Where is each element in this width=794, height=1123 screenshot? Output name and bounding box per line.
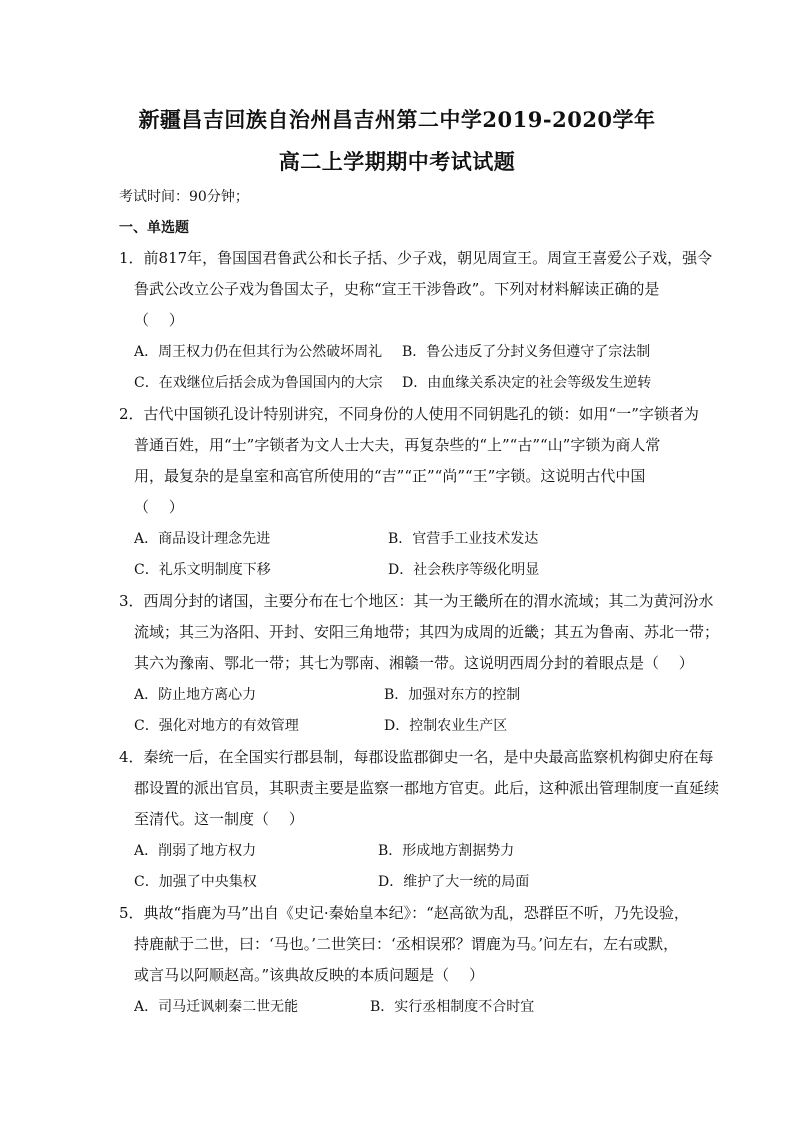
q5-option-b: B．实行丞相制度不合时宜 <box>370 999 535 1015</box>
q4-line3: 至清代。这一制度（ ） <box>134 810 304 828</box>
q1-line3: （ ） <box>134 311 184 329</box>
q1-line2: 鲁武公改立公子戏为鲁国太子，史称“宣王干涉鲁政”。下列对材料解读正确的是 <box>134 280 660 298</box>
q4-line1: 4．秦统一后，在全国实行郡县制，每郡设监郡御史一名，是中央最高监察机构御史府在每 <box>119 748 714 766</box>
q2-option-c: C．礼乐文明制度下移 <box>134 562 271 578</box>
q4-option-a: A．削弱了地方权力 <box>134 843 257 859</box>
q5-line2: 持鹿献于二世，曰：‘马也。’二世笑曰：‘丞相误邪？谓鹿为马。’问左右，左右或默， <box>134 935 679 953</box>
q2-line4: （ ） <box>134 498 184 516</box>
exam-title-line1: 新疆昌吉回族自治州昌吉州第二中学2019-2020学年 <box>138 107 656 132</box>
exam-title-line2: 高二上学期期中考试试题 <box>278 149 516 174</box>
q1-option-c: C．在戏继位后括会成为鲁国国内的大宗 <box>134 375 383 391</box>
section-heading: 一、单选题 <box>119 220 189 236</box>
q2-option-d: D．社会秩序等级化明显 <box>388 562 540 578</box>
q4-option-d: D．维护了大一统的局面 <box>378 874 530 890</box>
exam-time: 考试时间：90分钟； <box>119 189 249 205</box>
q3-option-d: D．控制农业生产区 <box>384 718 508 734</box>
q5-line3: 或言马以阿顺赵高。”该典故反映的本质问题是（ ） <box>134 966 484 984</box>
q4-option-b: B．形成地方割据势力 <box>378 843 515 859</box>
q3-line2: 流域；其三为洛阳、开封、安阳三角地带；其四为成周的近畿；其五为鲁南、苏北一带； <box>134 623 720 641</box>
q2-line1: 2．古代中国锁孔设计特别讲究，不同身份的人使用不同钥匙孔的锁：如用“一”字锁者为 <box>119 405 699 423</box>
q2-line3: 用，最复杂的是皇室和高官所使用的“吉”“正”“尚”“王”字锁。这说明古代中国 <box>134 467 646 485</box>
q5-line1: 5．典故“指鹿为马”出自《史记·秦始皇本纪》：“赵高欲为乱，恐群臣不听，乃先设验， <box>119 904 689 922</box>
q2-option-b: B．官营手工业技术发达 <box>388 531 539 547</box>
q2-option-a: A．商品设计理念先进 <box>134 531 271 547</box>
q2-line2: 普通百姓，用“士”字锁者为文人士大夫，再复杂些的“上”“古”“山”字锁为商人常 <box>134 436 661 454</box>
q3-line3: 其六为豫南、鄂北一带；其七为鄂南、湘赣一带。这说明西周分封的着眼点是（ ） <box>134 654 694 672</box>
q3-option-a: A．防止地方离心力 <box>134 687 257 703</box>
q1-option-a: A．周王权力仍在但其行为公然破坏周礼 <box>134 344 383 360</box>
q5-option-a: A．司马迁讽刺秦二世无能 <box>134 999 299 1015</box>
q1-line1: 1．前817年，鲁国国君鲁武公和长子括、少子戏，朝见周宣王。周宣王喜爱公子戏，强令 <box>119 249 713 267</box>
q1-option-b: B．鲁公违反了分封义务但遵守了宗法制 <box>402 344 651 360</box>
q4-line2: 郡设置的派出官员，其职责主要是监察一郡地方官吏。此后，这种派出管理制度一直延续 <box>134 779 720 797</box>
q3-line1: 3．西周分封的诸国，主要分布在七个地区：其一为王畿所在的渭水流域；其二为黄河汾水 <box>119 592 714 610</box>
q4-option-c: C．加强了中央集权 <box>134 874 257 890</box>
q3-option-c: C．强化对地方的有效管理 <box>134 718 299 734</box>
q1-option-d: D．由血缘关系决定的社会等级发生逆转 <box>402 375 652 391</box>
q3-option-b: B．加强对东方的控制 <box>384 687 521 703</box>
